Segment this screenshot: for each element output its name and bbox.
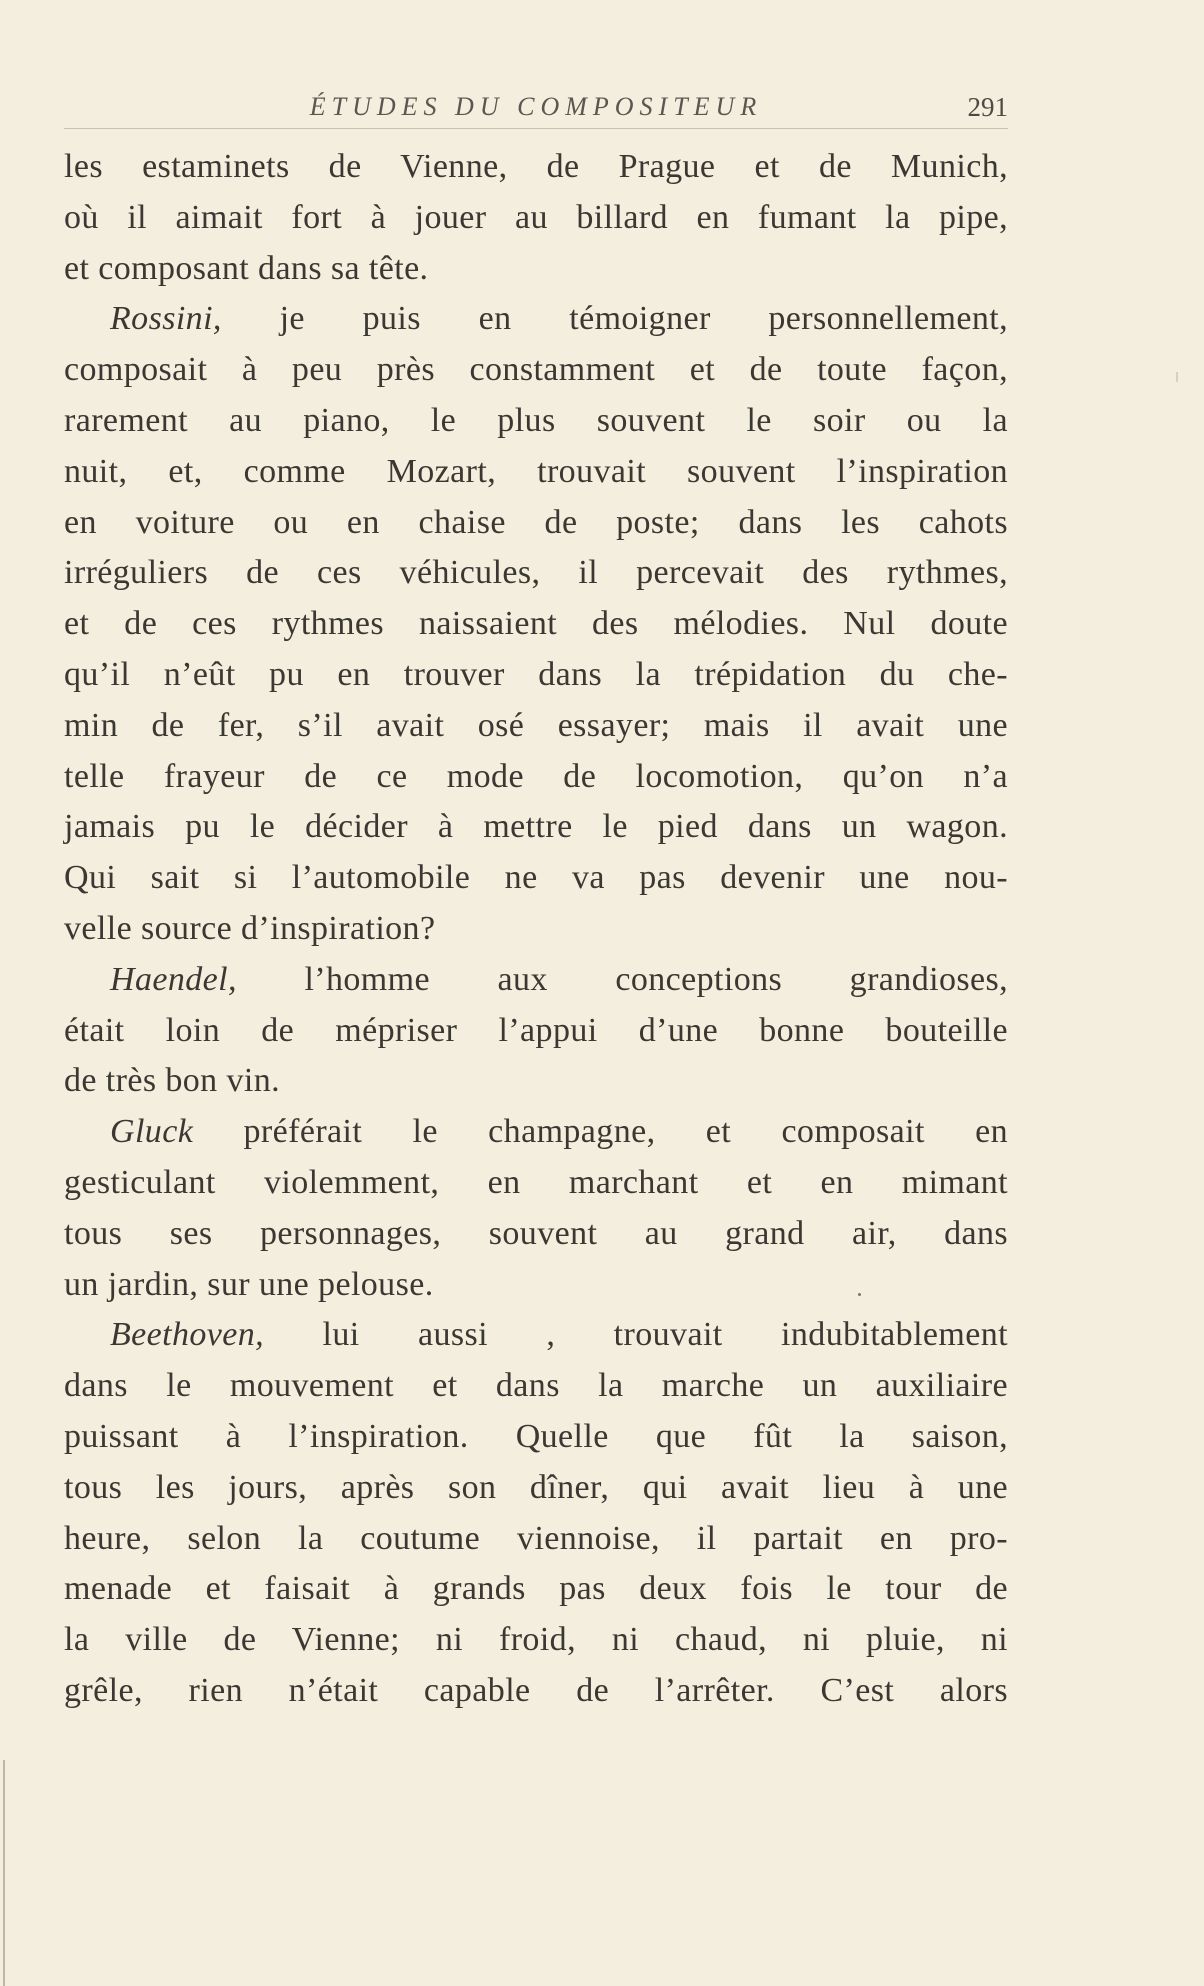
text-line: où il aimait fort à jouer au billard en fumant la pipe, [64,198,1008,236]
text-line: la ville de Vienne; ni froid, ni chaud, ni pluie, ni [64,1621,1008,1659]
text-line: et de ces rythmes naissaient des mélodies. Nul doute [64,605,1008,643]
page-number: 291 [967,92,1008,122]
text-fragment: préférait le champagne, et composait en [243,1113,1008,1151]
page-header [64,92,1008,126]
composer-name: Rossini, [110,300,222,338]
text-line: menade et faisait à grands pas deux fois le tour de [64,1570,1008,1608]
composer-name: Haendel, [110,960,237,998]
text-fragment: l’homme aux conceptions grandioses, [304,960,1008,998]
text-line: dans le mouvement et dans la marche un auxiliaire [64,1367,1008,1405]
text-line [64,1107,1008,1158]
header-divider [64,128,1008,129]
text-line: tous les jours, après son dîner, qui avait lieu à une [64,1468,1008,1506]
text-line: les estaminets de Vienne, de Prague et de Munich, [64,148,1008,185]
composer-name: Gluck [110,1113,194,1151]
text-line: de très bon vin. [64,1062,281,1100]
text-line: Qui sait si l’automobile ne va pas devenir une nou- [64,859,1008,897]
text-line [64,294,1008,345]
text-line: composait à peu près constamment et de toute façon, [64,351,1008,389]
margin-mark [1176,372,1178,382]
text-line: telle frayeur de ce mode de locomotion, qu’on n’a [64,757,1008,795]
text-line: rarement au piano, le plus souvent le soir ou la [64,401,1008,439]
text-line: en voiture ou en chaise de poste; dans les cahots [64,503,1008,541]
text-line: jamais pu le décider à mettre le pied dans un wagon. [64,808,1008,846]
ink-speck [858,1293,861,1296]
text-line: velle source d’inspiration? [64,909,436,947]
text-line: tous ses personnages, souvent au grand air, dans [64,1214,1008,1252]
text-line [64,1310,1008,1361]
text-line: un jardin, sur une pelouse. [64,1265,434,1303]
text-line: nuit, et, comme Mozart, trouvait souvent l’inspiration [64,452,1008,490]
text-line: gesticulant violemment, en marchant et en mimant [64,1163,1008,1201]
text-line: puissant à l’inspiration. Quelle que fût la saison, [64,1417,1008,1455]
text-line: et composant dans sa tête. [64,249,429,287]
body-text [64,142,1008,1717]
text-line: heure, selon la coutume viennoise, il partait en pro- [64,1519,1008,1557]
text-line: irréguliers de ces véhicules, il percevait des rythmes, [64,554,1008,592]
composer-name: Beethoven, [110,1316,265,1354]
text-line: min de fer, s’il avait osé essayer; mais il avait une [64,706,1008,744]
running-head: ÉTUDES DU COMPOSITEUR [309,92,763,121]
scan-edge-mark [3,1760,5,1986]
text-line: était loin de mépriser l’appui d’une bonne bouteille [64,1011,1008,1049]
text-fragment: je puis en témoigner personnellement, [279,300,1009,338]
text-line: grêle, rien n’était capable de l’arrêter. C’est alors [64,1671,1008,1709]
text-line: qu’il n’eût pu en trouver dans la trépidation du che- [64,655,1008,693]
text-line [64,955,1008,1006]
text-fragment: lui aussi , trouvait indubitablement [322,1316,1008,1354]
